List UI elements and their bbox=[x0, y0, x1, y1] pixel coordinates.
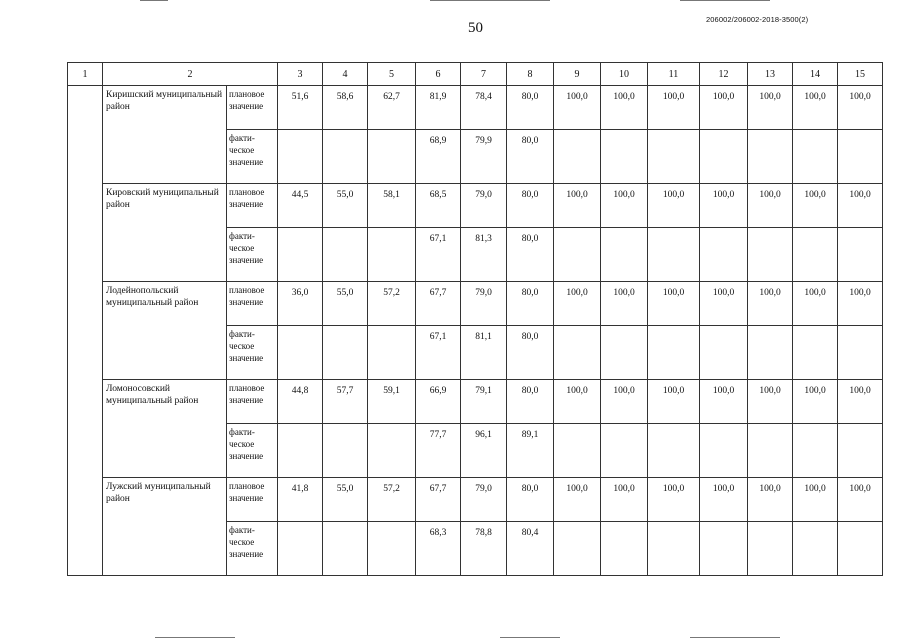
page-number: 50 bbox=[468, 20, 483, 36]
column-header: 13 bbox=[748, 63, 793, 86]
plan-label: плановое значение bbox=[227, 282, 278, 326]
plan-value: 55,0 bbox=[323, 184, 368, 228]
fact-value: 79,9 bbox=[461, 130, 507, 184]
plan-value: 100,0 bbox=[838, 86, 883, 130]
column-header: 9 bbox=[554, 63, 601, 86]
plan-value: 80,0 bbox=[507, 478, 554, 522]
fact-value bbox=[793, 522, 838, 576]
table-row bbox=[68, 86, 883, 130]
plan-value: 51,6 bbox=[278, 86, 323, 130]
fact-value bbox=[554, 228, 601, 282]
plan-value: 100,0 bbox=[793, 86, 838, 130]
fact-value bbox=[278, 424, 323, 478]
plan-value: 100,0 bbox=[700, 478, 748, 522]
plan-value: 67,7 bbox=[416, 478, 461, 522]
district-name: Лужский муниципальный район bbox=[103, 478, 227, 576]
plan-value: 100,0 bbox=[648, 184, 700, 228]
plan-value: 100,0 bbox=[793, 478, 838, 522]
fact-value bbox=[368, 228, 416, 282]
fact-value bbox=[793, 130, 838, 184]
fact-value: 81,1 bbox=[461, 326, 507, 380]
fact-value: 89,1 bbox=[507, 424, 554, 478]
fact-value: 80,0 bbox=[507, 228, 554, 282]
fact-value bbox=[793, 424, 838, 478]
plan-value: 78,4 bbox=[461, 86, 507, 130]
scan-edge-mark bbox=[140, 0, 168, 1]
fact-value bbox=[323, 326, 368, 380]
plan-value: 100,0 bbox=[793, 184, 838, 228]
plan-value: 57,7 bbox=[323, 380, 368, 424]
scan-edge-mark bbox=[430, 0, 550, 1]
district-name: Кировский муниципальный район bbox=[103, 184, 227, 282]
fact-value bbox=[278, 228, 323, 282]
column-header: 6 bbox=[416, 63, 461, 86]
fact-value bbox=[368, 522, 416, 576]
fact-value bbox=[700, 424, 748, 478]
plan-value: 59,1 bbox=[368, 380, 416, 424]
district-name: Ломоносовский муниципальный район bbox=[103, 380, 227, 478]
fact-value bbox=[793, 326, 838, 380]
plan-label: плановое значение bbox=[227, 86, 278, 130]
fact-label: факти-ческое значение bbox=[227, 424, 278, 478]
scan-edge-mark bbox=[500, 637, 560, 638]
fact-value bbox=[278, 130, 323, 184]
fact-value bbox=[368, 424, 416, 478]
column-header: 12 bbox=[700, 63, 748, 86]
table-row bbox=[68, 478, 883, 522]
plan-value: 100,0 bbox=[601, 86, 648, 130]
fact-value bbox=[554, 130, 601, 184]
plan-value: 100,0 bbox=[748, 380, 793, 424]
fact-value bbox=[838, 130, 883, 184]
plan-value: 100,0 bbox=[700, 86, 748, 130]
plan-value: 58,1 bbox=[368, 184, 416, 228]
plan-value: 100,0 bbox=[838, 184, 883, 228]
fact-value bbox=[793, 228, 838, 282]
fact-value bbox=[323, 130, 368, 184]
scan-edge-mark bbox=[680, 0, 770, 1]
fact-value bbox=[601, 522, 648, 576]
fact-value bbox=[601, 228, 648, 282]
fact-value bbox=[554, 424, 601, 478]
fact-value bbox=[323, 228, 368, 282]
table-row bbox=[68, 380, 883, 424]
plan-value: 100,0 bbox=[601, 184, 648, 228]
fact-value bbox=[554, 326, 601, 380]
plan-value: 79,0 bbox=[461, 184, 507, 228]
fact-value bbox=[838, 228, 883, 282]
plan-value: 100,0 bbox=[748, 478, 793, 522]
column-header: 3 bbox=[278, 63, 323, 86]
fact-value: 80,0 bbox=[507, 326, 554, 380]
fact-value bbox=[648, 228, 700, 282]
district-name: Киришский муниципальный район bbox=[103, 86, 227, 184]
plan-value: 100,0 bbox=[700, 282, 748, 326]
fact-value bbox=[748, 522, 793, 576]
plan-value: 41,8 bbox=[278, 478, 323, 522]
fact-value: 96,1 bbox=[461, 424, 507, 478]
fact-value: 77,7 bbox=[416, 424, 461, 478]
fact-value: 81,3 bbox=[461, 228, 507, 282]
column-header: 10 bbox=[601, 63, 648, 86]
fact-value bbox=[748, 228, 793, 282]
plan-label: плановое значение bbox=[227, 184, 278, 228]
column-header: 7 bbox=[461, 63, 507, 86]
scan-edge-mark bbox=[690, 637, 780, 638]
fact-value: 68,3 bbox=[416, 522, 461, 576]
plan-value: 100,0 bbox=[554, 86, 601, 130]
fact-value bbox=[838, 424, 883, 478]
plan-value: 80,0 bbox=[507, 380, 554, 424]
plan-value: 100,0 bbox=[648, 86, 700, 130]
fact-value bbox=[700, 326, 748, 380]
fact-value: 80,4 bbox=[507, 522, 554, 576]
plan-value: 80,0 bbox=[507, 282, 554, 326]
fact-value bbox=[368, 130, 416, 184]
column-header: 2 bbox=[103, 63, 278, 86]
plan-value: 44,8 bbox=[278, 380, 323, 424]
plan-value: 100,0 bbox=[648, 478, 700, 522]
fact-label: факти-ческое значение bbox=[227, 130, 278, 184]
column-header: 8 bbox=[507, 63, 554, 86]
fact-value bbox=[700, 130, 748, 184]
plan-value: 80,0 bbox=[507, 184, 554, 228]
fact-value bbox=[601, 130, 648, 184]
plan-value: 100,0 bbox=[838, 282, 883, 326]
plan-value: 100,0 bbox=[793, 282, 838, 326]
plan-value: 58,6 bbox=[323, 86, 368, 130]
plan-value: 100,0 bbox=[748, 184, 793, 228]
fact-label: факти-ческое значение bbox=[227, 522, 278, 576]
plan-value: 55,0 bbox=[323, 478, 368, 522]
plan-value: 100,0 bbox=[554, 478, 601, 522]
column-header: 14 bbox=[793, 63, 838, 86]
fact-value bbox=[838, 326, 883, 380]
plan-value: 79,1 bbox=[461, 380, 507, 424]
column-header: 1 bbox=[68, 63, 103, 86]
fact-value bbox=[838, 522, 883, 576]
fact-value bbox=[601, 424, 648, 478]
plan-value: 100,0 bbox=[554, 380, 601, 424]
document-code: 206002/206002-2018-3500(2) bbox=[706, 15, 809, 24]
column-number-row bbox=[68, 63, 883, 86]
fact-value bbox=[648, 522, 700, 576]
plan-value: 36,0 bbox=[278, 282, 323, 326]
fact-value: 78,8 bbox=[461, 522, 507, 576]
plan-value: 100,0 bbox=[554, 184, 601, 228]
column-header: 15 bbox=[838, 63, 883, 86]
plan-value: 100,0 bbox=[748, 86, 793, 130]
plan-value: 100,0 bbox=[793, 380, 838, 424]
district-name: Лодейнопольский муниципальный район bbox=[103, 282, 227, 380]
fact-value bbox=[278, 326, 323, 380]
plan-value: 62,7 bbox=[368, 86, 416, 130]
column-header: 11 bbox=[648, 63, 700, 86]
fact-value bbox=[748, 424, 793, 478]
fact-value bbox=[648, 130, 700, 184]
fact-value bbox=[601, 326, 648, 380]
indicator-table bbox=[67, 62, 883, 576]
fact-value bbox=[323, 522, 368, 576]
fact-value: 67,1 bbox=[416, 326, 461, 380]
plan-value: 68,5 bbox=[416, 184, 461, 228]
fact-label: факти-ческое значение bbox=[227, 228, 278, 282]
fact-value bbox=[700, 522, 748, 576]
fact-label: факти-ческое значение bbox=[227, 326, 278, 380]
fact-value: 68,9 bbox=[416, 130, 461, 184]
plan-value: 80,0 bbox=[507, 86, 554, 130]
plan-value: 57,2 bbox=[368, 282, 416, 326]
fact-value bbox=[748, 326, 793, 380]
plan-value: 100,0 bbox=[748, 282, 793, 326]
plan-label: плановое значение bbox=[227, 478, 278, 522]
fact-value: 67,1 bbox=[416, 228, 461, 282]
plan-value: 79,0 bbox=[461, 478, 507, 522]
plan-value: 44,5 bbox=[278, 184, 323, 228]
scan-edge-mark bbox=[155, 637, 235, 638]
fact-value: 80,0 bbox=[507, 130, 554, 184]
fact-value bbox=[323, 424, 368, 478]
plan-value: 100,0 bbox=[554, 282, 601, 326]
fact-value bbox=[554, 522, 601, 576]
column-header: 5 bbox=[368, 63, 416, 86]
fact-value bbox=[748, 130, 793, 184]
plan-value: 100,0 bbox=[601, 380, 648, 424]
plan-value: 100,0 bbox=[601, 478, 648, 522]
plan-value: 100,0 bbox=[700, 184, 748, 228]
row-number-cell bbox=[68, 86, 103, 576]
plan-value: 100,0 bbox=[648, 380, 700, 424]
plan-value: 66,9 bbox=[416, 380, 461, 424]
plan-value: 100,0 bbox=[700, 380, 748, 424]
plan-value: 100,0 bbox=[838, 380, 883, 424]
fact-value bbox=[278, 522, 323, 576]
plan-label: плановое значение bbox=[227, 380, 278, 424]
plan-value: 100,0 bbox=[838, 478, 883, 522]
plan-value: 100,0 bbox=[601, 282, 648, 326]
table-row bbox=[68, 282, 883, 326]
plan-value: 67,7 bbox=[416, 282, 461, 326]
fact-value bbox=[368, 326, 416, 380]
plan-value: 81,9 bbox=[416, 86, 461, 130]
plan-value: 55,0 bbox=[323, 282, 368, 326]
fact-value bbox=[700, 228, 748, 282]
fact-value bbox=[648, 424, 700, 478]
table-row bbox=[68, 184, 883, 228]
column-header: 4 bbox=[323, 63, 368, 86]
fact-value bbox=[648, 326, 700, 380]
plan-value: 100,0 bbox=[648, 282, 700, 326]
plan-value: 57,2 bbox=[368, 478, 416, 522]
plan-value: 79,0 bbox=[461, 282, 507, 326]
